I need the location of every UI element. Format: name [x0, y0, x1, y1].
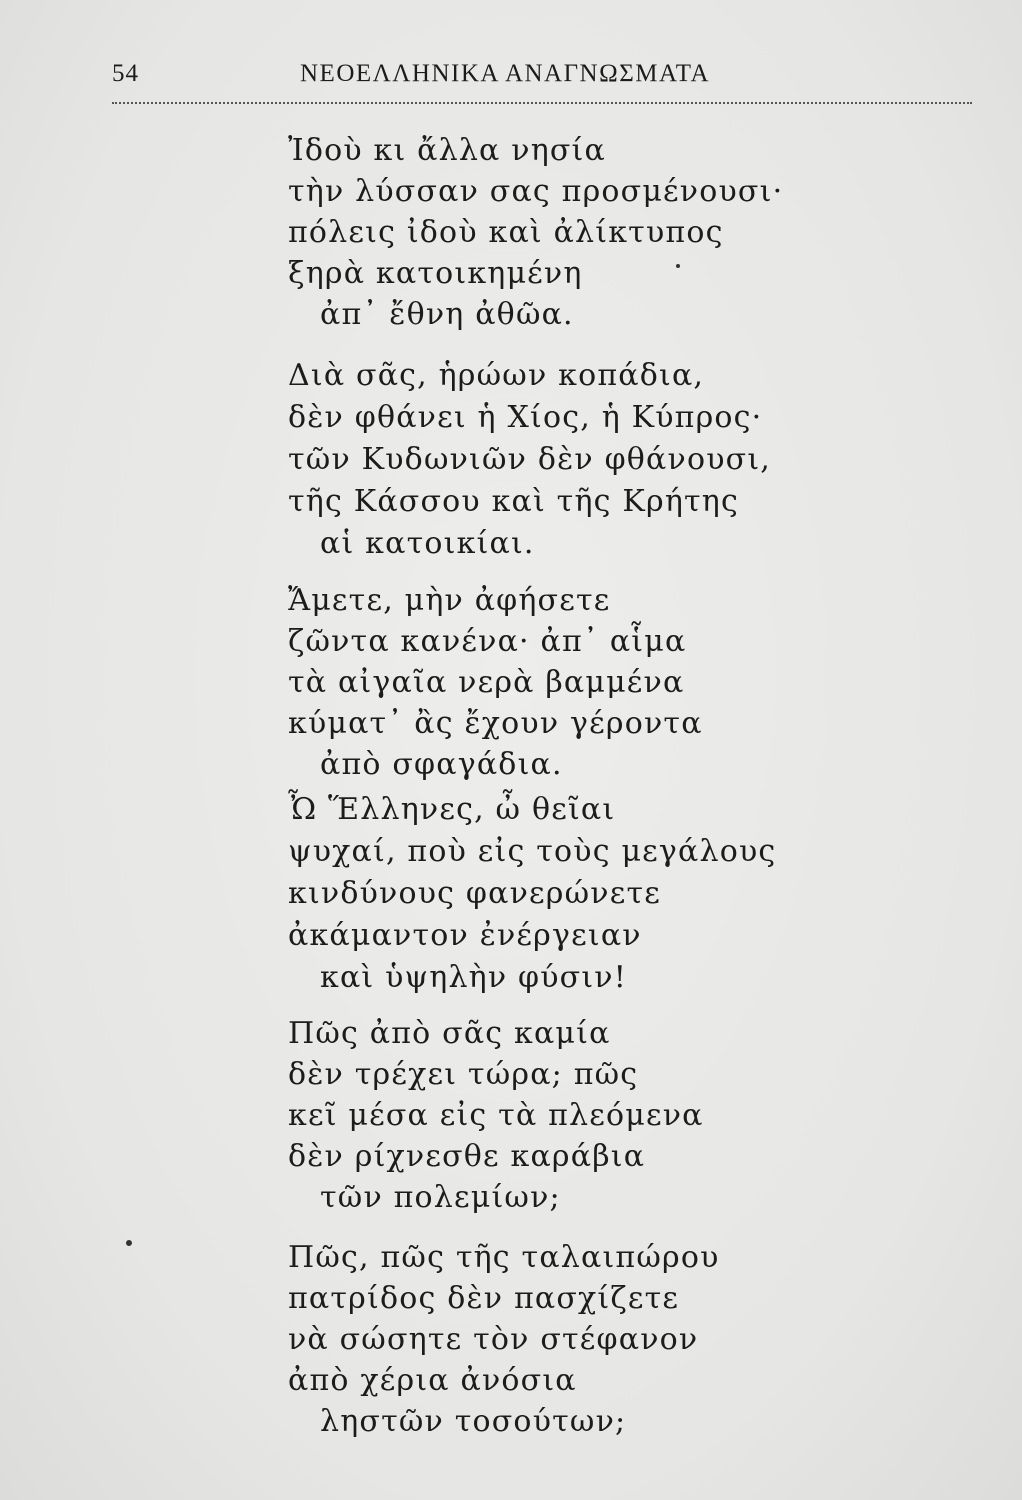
verse-line: δὲν φθάνει ἡ Χίος, ἡ Κύπρος· [288, 400, 763, 435]
verse-line: τὴν λύσσαν σας προσμένουσι· [288, 174, 784, 209]
verse-line: Διὰ σᾶς, ἡρώων κοπάδια, [288, 358, 705, 393]
ink-speck [126, 1240, 132, 1246]
verse-line: κεῖ μέσα εἰς τὰ πλεόμενα [288, 1098, 704, 1133]
verse-line: ξηρὰ κατοικημένη [288, 256, 583, 291]
verse-line: πόλεις ἰδοὺ καὶ ἀλίκτυπος [288, 215, 724, 250]
verse-line: ἀπ᾿ ἔθνη ἀθῶα. [320, 297, 574, 332]
verse-line: πατρίδος δὲν πασχίζετε [288, 1281, 680, 1316]
verse-line: αἱ κατοικίαι. [320, 526, 535, 561]
running-title: ΝΕΟΕΛΛΗΝΙΚΑ ΑΝΑΓΝΩΣΜΑΤΑ [300, 60, 711, 87]
verse-line: ψυχαί, ποὺ εἰς τοὺς μεγάλους [288, 834, 777, 869]
verse-line: ζῶντα κανένα· ἀπ᾿ αἷμα [288, 624, 687, 659]
verse-line: ἀκάμαντον ἐνέργειαν [288, 918, 642, 953]
verse-line: νὰ σώσητε τὸν στέφανον [288, 1322, 699, 1357]
verse-line: κινδύνους φανερώνετε [288, 876, 661, 911]
verse-line: δὲν ρίχνεσθε καράβια [288, 1139, 646, 1174]
verse-line: τῶν πολεμίων; [320, 1180, 561, 1215]
verse-line: Ὦ Ἕλληνες, ὦ θεῖαι [288, 792, 616, 827]
verse-line: τῶν Κυδωνιῶν δὲν φθάνουσι, [288, 442, 772, 477]
page-number: 54 [112, 60, 139, 87]
verse-line: Ἄμετε, μὴν ἀφήσετε [288, 583, 611, 618]
verse-line: ἀπὸ χέρια ἀνόσια [288, 1363, 577, 1398]
verse-line: Πῶς ἀπὸ σᾶς καμία [288, 1016, 611, 1051]
verse-line: ληστῶν τοσούτων; [320, 1404, 627, 1439]
ink-speck [676, 264, 680, 268]
verse-line: τῆς Κάσσου καὶ τῆς Κρήτης [288, 484, 739, 519]
verse-line: ἀπὸ σφαγάδια. [320, 747, 563, 782]
verse-line: κύματ᾿ ἂς ἔχουν γέροντα [288, 706, 703, 741]
verse-line: Ἰδοὺ κι ἄλλα νησία [288, 133, 606, 168]
verse-line: τὰ αἰγαῖα νερὰ βαμμένα [288, 665, 685, 700]
header-rule [112, 102, 972, 104]
verse-line: δὲν τρέχει τώρα; πῶς [288, 1057, 639, 1092]
verse-line: καὶ ὑψηλὴν φύσιν! [320, 960, 627, 995]
verse-line: Πῶς, πῶς τῆς ταλαιπώρου [288, 1240, 720, 1275]
